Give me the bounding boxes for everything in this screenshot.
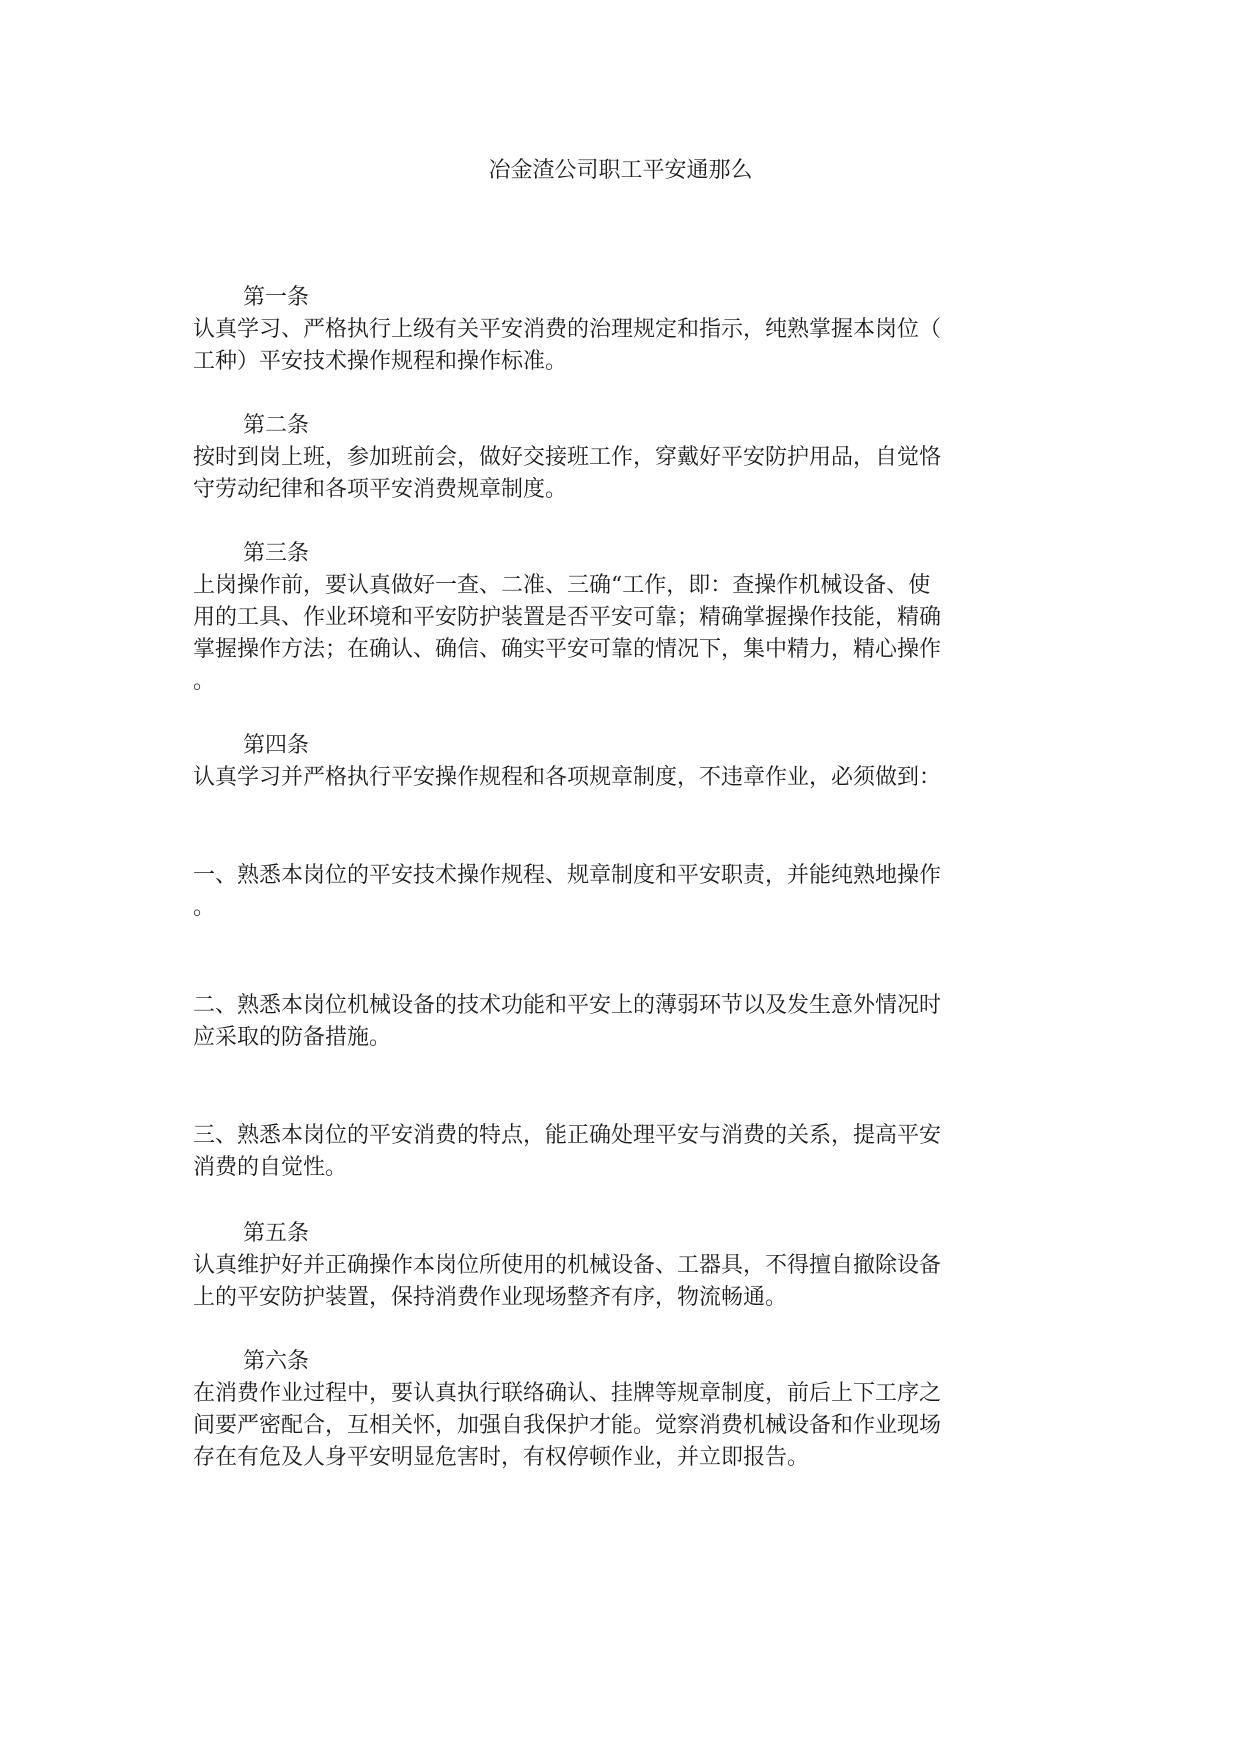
requirement-text-line: 应采取的防备措施。: [193, 1025, 392, 1050]
article-heading: 第六条: [243, 1349, 310, 1374]
requirement-item-3: [193, 1120, 1053, 1184]
requirement-text-line: 一、熟悉本岗位的平安技术操作规程、规章制度和平安职责，并能纯熟地操作: [193, 863, 942, 888]
requirement-text-line: 。: [193, 895, 216, 920]
article-text-line: 认真学习、严格执行上级有关平安消费的治理规定和指示，纯熟掌握本岗位（: [193, 317, 942, 342]
article-heading: 第五条: [243, 1221, 310, 1246]
article-text-line: 守劳动纪律和各项平安消费规章制度。: [193, 477, 568, 502]
requirement-text-line: 消费的自觉性。: [193, 1155, 348, 1180]
article-text-line: 掌握操作方法；在确认、确信、确实平安可靠的情况下，集中精力，精心操作: [193, 637, 942, 662]
article-text-line: 。: [193, 669, 216, 694]
article-text-line: 上的平安防护装置，保持消费作业现场整齐有序，物流畅通。: [193, 1285, 788, 1310]
article-heading: 第一条: [243, 285, 310, 310]
article-heading: 第三条: [243, 541, 310, 566]
article-text-line: 在消费作业过程中，要认真执行联络确认、挂牌等规章制度，前后上下工序之: [193, 1381, 942, 1406]
article-heading: 第二条: [243, 413, 310, 438]
article-5: [193, 1218, 1053, 1314]
article-4: [193, 730, 1053, 794]
article-text-line: 存在有危及人身平安明显危害时，有权停顿作业，并立即报告。: [193, 1445, 810, 1470]
article-text-line: 工种）平安技术操作规程和操作标准。: [193, 349, 568, 374]
requirement-text-line: 二、熟悉本岗位机械设备的技术功能和平安上的薄弱环节以及发生意外情况时: [193, 993, 942, 1018]
document-title: 冶金渣公司职工平安通那么: [488, 158, 753, 183]
article-text-line: 按时到岗上班，参加班前会，做好交接班工作，穿戴好平安防护用品，自觉恪: [193, 445, 942, 470]
article-text-line: 上岗操作前，要认真做好一查、二准、三确“工作，即：查操作机械设备、使: [193, 573, 931, 598]
article-text-line: 间要严密配合，互相关怀，加强自我保护才能。觉察消费机械设备和作业现场: [193, 1413, 942, 1438]
article-text-line: 认真维护好并正确操作本岗位所使用的机械设备、工器具，不得擅自撤除设备: [193, 1253, 942, 1278]
article-1: [193, 282, 1053, 378]
requirement-item-2: [193, 990, 1053, 1054]
article-2: [193, 410, 1053, 506]
article-text-line: 认真学习并严格执行平安操作规程和各项规章制度，不违章作业，必须做到：: [193, 765, 942, 790]
article-heading: 第四条: [243, 733, 310, 758]
article-3: [193, 538, 1053, 698]
article-6: [193, 1346, 1053, 1474]
requirement-item-1: [193, 860, 1053, 924]
requirement-text-line: 三、熟悉本岗位的平安消费的特点，能正确处理平安与消费的关系，提高平安: [193, 1123, 942, 1148]
article-text-line: 用的工具、作业环境和平安防护装置是否平安可靠；精确掌握操作技能，精确: [193, 605, 942, 630]
